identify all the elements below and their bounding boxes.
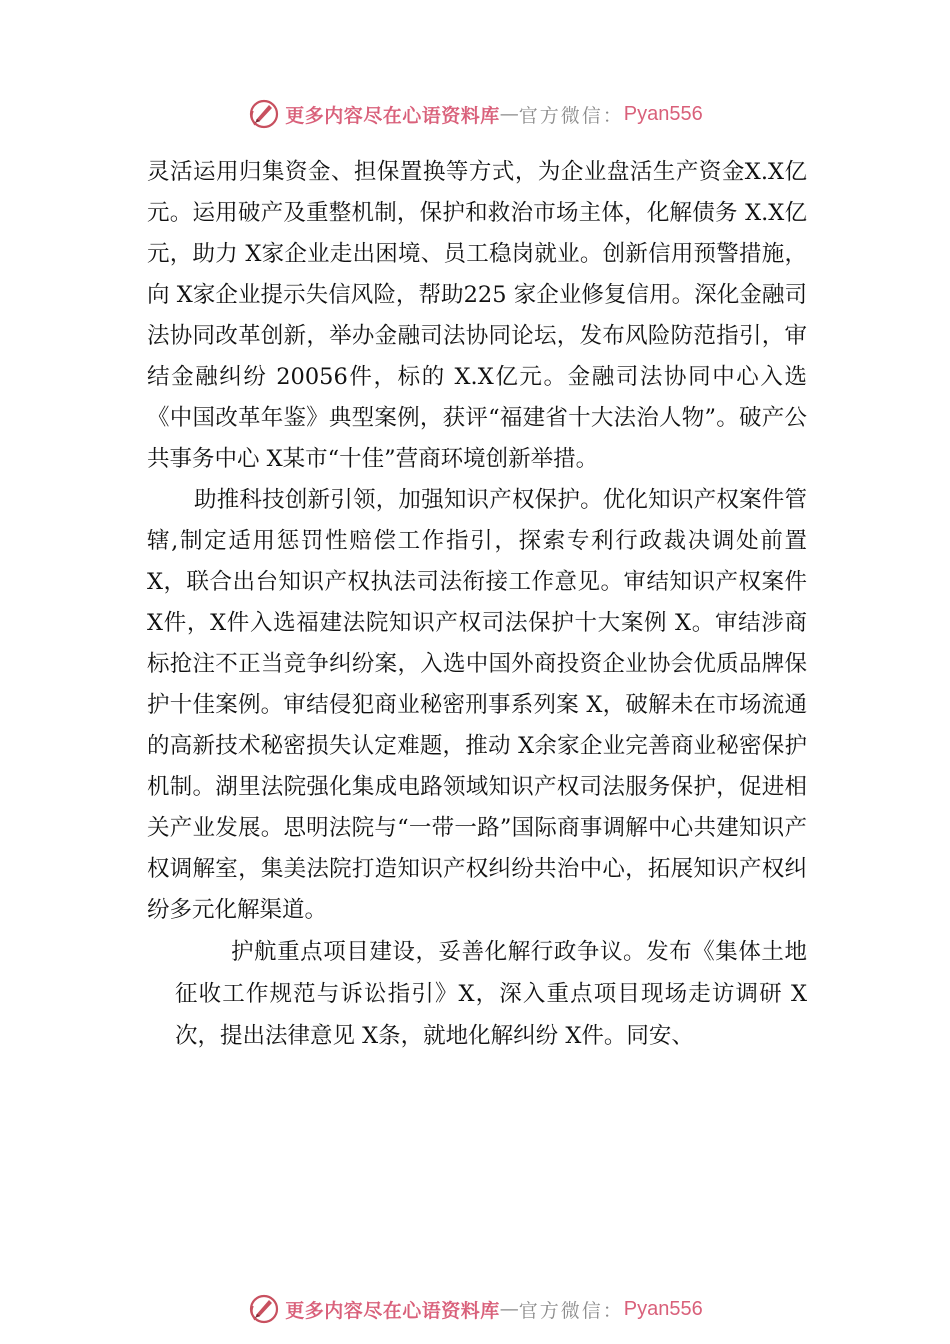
footer-banner xyxy=(0,1291,950,1327)
footer-separator: — xyxy=(499,1298,519,1320)
footer-wechat-id: Pyan556 xyxy=(623,1297,703,1320)
header-banner xyxy=(0,96,950,132)
header-separator: — xyxy=(499,103,519,125)
footer-wechat-label: 官方微信： xyxy=(518,1299,624,1322)
pen-circle-logo-icon xyxy=(247,1292,281,1326)
paragraph-1: 灵活运用归集资金、担保置换等方式，为企业盘活生产资金X.X亿元。运用破产及重整机制，保护和救治市场主体，化解债务 X.X亿元，助力 X家企业走出困境、员工稳岗就业。创新信用预警措施，向 X家企业提示失信风险，帮助225 家企业修复信用。深化金融司法协同改革创新，举办金融司法协同论坛，发布风险防范指引，审结金融纠纷 20056件，标的 X.X亿元。金融司法协同中心入选《中国改革年鉴》典型案例，获评“福建省十大法治人物”。破产公共事务中心 X某市“十佳”营商环境创新举措。 xyxy=(147,159,807,472)
pen-circle-logo-icon xyxy=(247,97,281,131)
document-body xyxy=(147,152,807,1057)
header-wechat-id: Pyan556 xyxy=(623,102,703,125)
header-title: 更多内容尽在心语资料库 xyxy=(285,104,500,127)
header-wechat-label: 官方微信： xyxy=(518,104,624,127)
paragraph-3: 护航重点项目建设，妥善化解行政争议。发布《集体土地征收工作规范与诉讼指引》X，深入重点项目现场走访调研 X次，提出法律意见 X条，就地化解纠纷 X件。同安、 xyxy=(175,939,807,1049)
footer-title: 更多内容尽在心语资料库 xyxy=(285,1299,500,1322)
paragraph-2: 助推科技创新引领，加强知识产权保护。优化知识产权案件管辖,制定适用惩罚性赔偿工作指引，探索专利行政裁决调处前置 X，联合出台知识产权执法司法衔接工作意见。审结知识产权案件 X件，X件入选福建法院知识产权司法保护十大案例 X。审结涉商标抢注不正当竞争纠纷案，入选中国外商投资企业协会优质品牌保护十佳案例。审结侵犯商业秘密刑事系列案 X，破解未在市场流通的高新技术秘密损失认定难题，推动 X余家企业完善商业秘密保护机制。湖里法院强化集成电路领域知识产权司法服务保护，促进相关产业发展。思明法院与“一带一路”国际商事调解中心共建知识产权调解室，集美法院打造知识产权纠纷共治中心，拓展知识产权纠纷多元化解渠道。 xyxy=(147,487,807,923)
